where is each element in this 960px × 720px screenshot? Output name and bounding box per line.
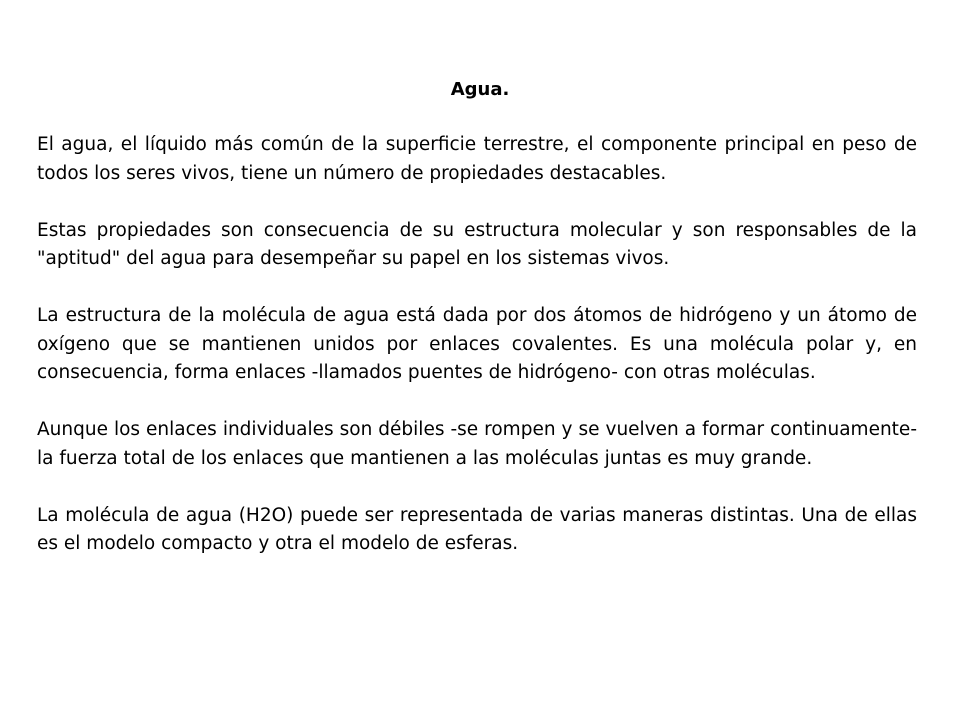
paragraph: Aunque los enlaces individuales son débiles -se rompen y se vuelven a formar continuamente- la fuerza total de los enlaces que mantienen a las moléculas juntas es muy grande. bbox=[37, 419, 917, 469]
document-body bbox=[37, 131, 917, 559]
paragraph: La estructura de la molécula de agua está dada por dos átomos de hidrógeno y un átomo de oxígeno que se mantienen unidos por enlaces covalentes. Es una molécula polar y, en consecuencia, forma enlaces -llamados puentes de hidrógeno- con otras moléculas. bbox=[37, 305, 917, 383]
document-title: Agua. bbox=[450, 79, 510, 100]
paragraph: El agua, el líquido más común de la superficie terrestre, el componente principal en peso de todos los seres vivos, tiene un número de propiedades destacables. bbox=[37, 134, 917, 184]
paragraph: Estas propiedades son consecuencia de su estructura molecular y son responsables de la "aptitud" del agua para desempeñar su papel en los sistemas vivos. bbox=[37, 219, 917, 269]
paragraph: La molécula de agua (H2O) puede ser representada de varias maneras distintas. Una de ellas es el modelo compacto y otra el modelo de esferas. bbox=[37, 504, 917, 554]
